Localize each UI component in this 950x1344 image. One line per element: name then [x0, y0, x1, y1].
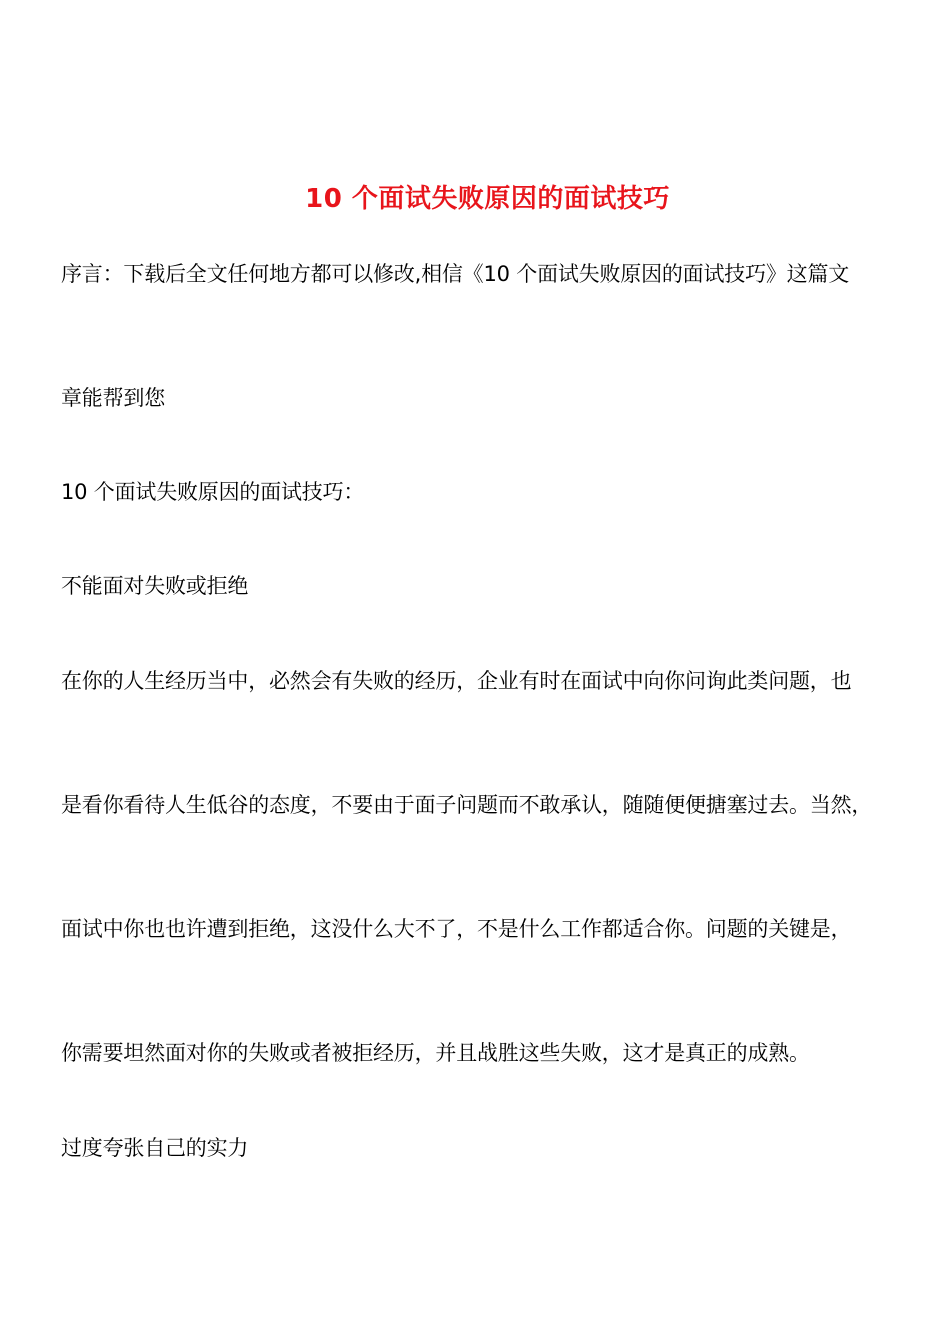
paragraph-line-4: 你需要坦然面对你的失败或者被拒经历，并且战胜这些失败，这才是真正的成熟。 — [61, 1041, 810, 1065]
paragraph-line-3: 面试中你也也许遭到拒绝，这没什么大不了，不是什么工作都适合你。问题的关键是， — [61, 917, 852, 941]
heading-1: 不能面对失败或拒绝 — [61, 574, 249, 598]
document-title: 10 个面试失败原因的面试技巧 — [305, 184, 670, 214]
heading-2: 过度夸张自己的实力 — [61, 1136, 249, 1160]
paragraph-line-1: 在你的人生经历当中，必然会有失败的经历，企业有时在面试中向你问询此类问题，也 — [61, 669, 852, 693]
paragraph-line-2: 是看你看待人生低谷的态度，不要由于面子问题而不敢承认，随随便便搪塞过去。当然， — [61, 793, 873, 817]
section-intro: 10 个面试失败原因的面试技巧： — [61, 480, 365, 504]
preface-line-2: 章能帮到您 — [61, 386, 165, 410]
preface-line-1: 序言：下载后全文任何地方都可以修改,相信《10 个面试失败原因的面试技巧》这篇文 — [61, 262, 850, 286]
